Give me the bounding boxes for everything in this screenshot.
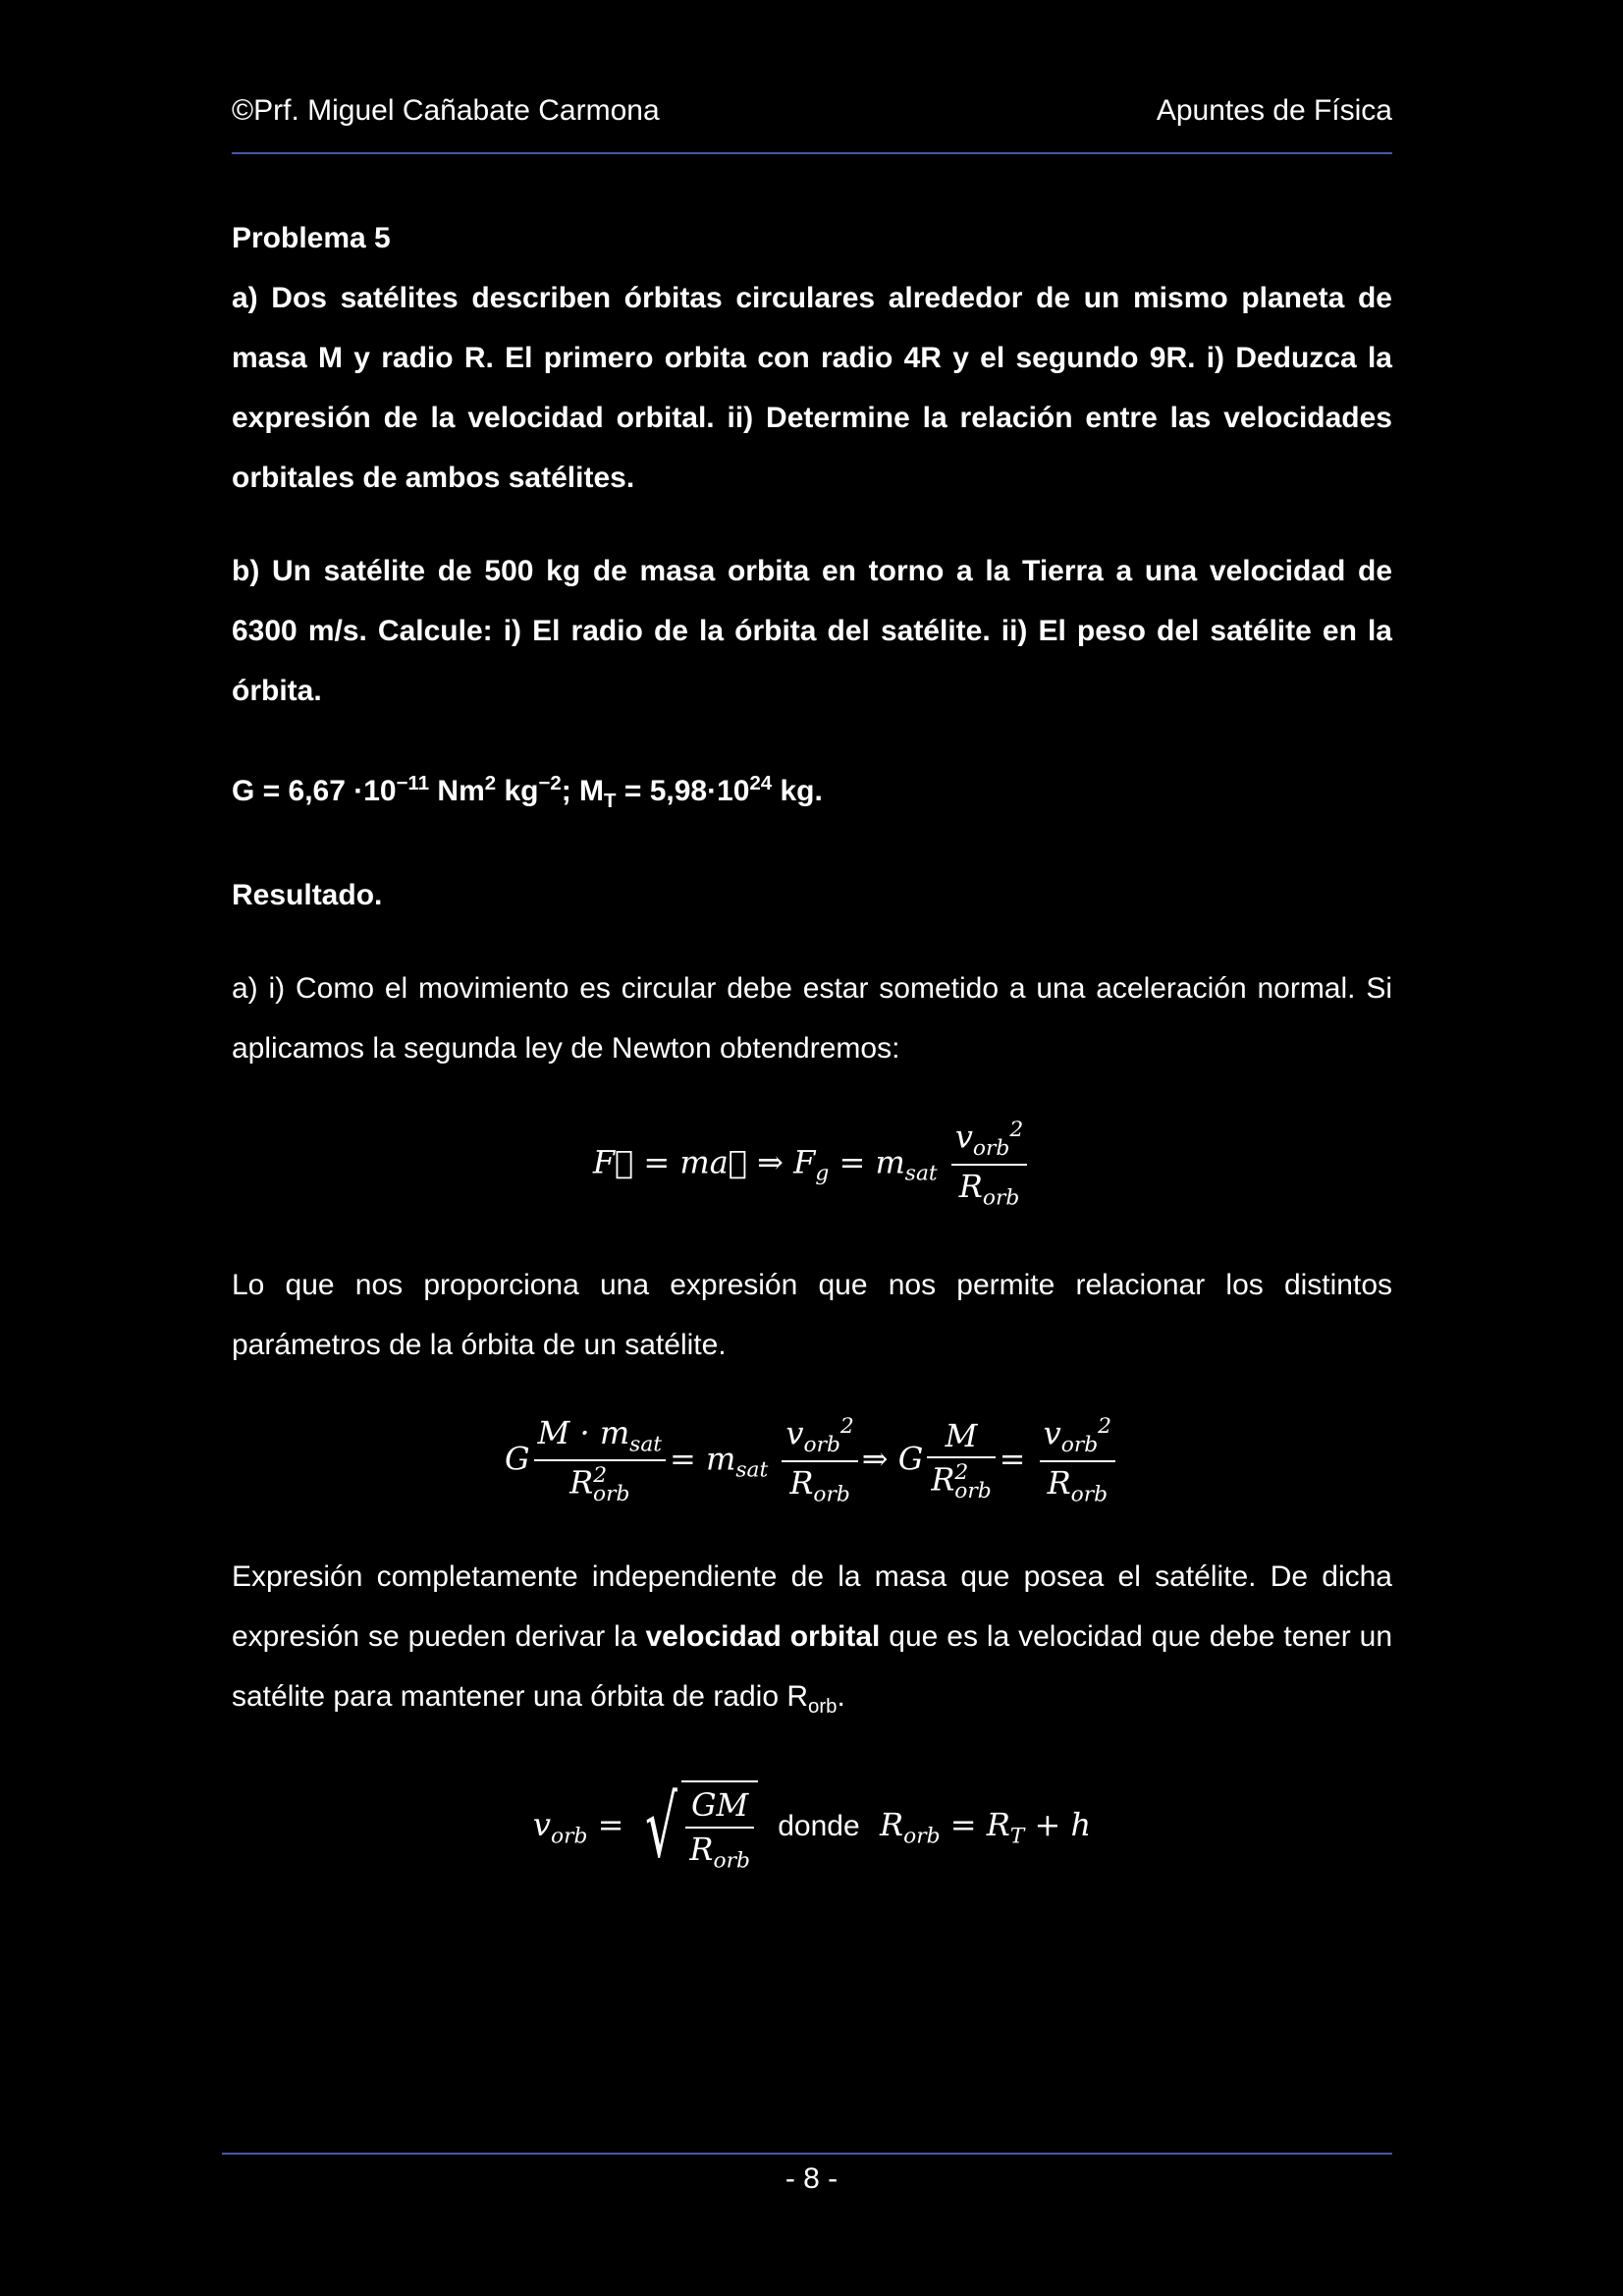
donde-label: donde — [778, 1810, 860, 1843]
result-paragraph-1: a) i) Como el movimiento es circular debe estar sometido a una aceleración normal. Si aplicamos la segunda ley de Newton obtendremos: — [232, 972, 1392, 1065]
problem-constants: $G = 6,67 \cdot 10^{-11}$ Nm$^2$ $kg^{-2}$; $M_T = 5,98\cdot 10^{24}$ kg. — [232, 773, 823, 812]
header-title: Apuntes de Física — [1156, 94, 1392, 127]
formula-orbital-velocity: $v_{orb}$ = √ $\frac{GM}{R_{orb}}$ donde $R_{orb} = R_T + h$ — [532, 1777, 1092, 1877]
page-header — [232, 94, 1392, 134]
page-number: - 8 - — [784, 2162, 839, 2195]
result-title: Resultado. — [232, 879, 383, 911]
problem-title: Problema 5 — [232, 222, 391, 254]
header-author: ©Prf. Miguel Cañabate Carmona — [232, 94, 660, 127]
header-divider — [232, 152, 1392, 154]
result-paragraph-3: Expresión completamente independiente de la masa que posea el satélite. De dicha expresión se pueden derivar la velocidad orbital que es la velocidad que debe tener un satélite para mantener una órbita de radio $R_{orb}$. — [232, 1560, 1393, 1719]
formula-newton-second-law: F⃗ = ma⃗ ⇒ $F_g = m_{sat}$ $\frac{v_{orb}^2}{R_{orb}}$ — [232, 1118, 1392, 1212]
footer-divider — [222, 2153, 1392, 2155]
problem-part-b: b) Un satélite de 500 kg de masa orbita en torno a la Tierra a una velocidad de 6300 m/s. Calcule: i) El radio de la órbita del satélite. ii) El peso del satélite en la órbita. — [232, 555, 1392, 707]
formula-gravitational-balance: G $\frac{M \cdot m_{sat}}{R^2_{orb}}$ = $m_{sat}$ $\frac{v_{orb}^2}{R_{orb}}$ ⇒ G $\frac{M}{R^2_{orb}}$ = $\frac{v_{orb}^2}{R_{orb}}$ — [232, 1414, 1392, 1508]
velocidad-orbital-term: velocidad orbital — [645, 1620, 881, 1654]
problem-part-a: a) Dos satélites describen órbitas circulares alrededor de un mismo planeta de masa M y radio R. El primero orbita con radio 4R y el segundo 9R. i) Deduzca la expresión de la velocidad orbital. ii) Determine la relación entre las velocidades orbitales de ambos satélites. — [232, 282, 1392, 494]
document-body — [232, 208, 1393, 1877]
result-paragraph-2: Lo que nos proporciona una expresión que nos permite relacionar los distintos parámetros de la órbita de un satélite. — [232, 1268, 1392, 1361]
